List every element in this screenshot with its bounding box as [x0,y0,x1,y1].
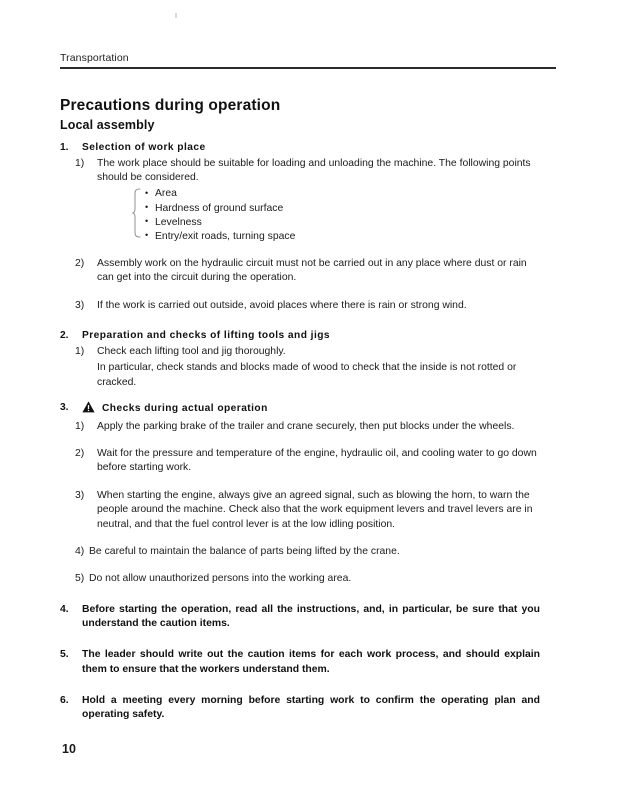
section-1 [60,141,540,313]
section-3 [60,401,540,587]
section-3-item-4-marker: 4) [75,545,85,557]
section-2-item-1-text: Check each lifting tool and jig thoroughly. [97,345,286,357]
section-1-item-3-text: If the work is carried out outside, avoid places where there is rain or strong wind. [97,299,467,311]
section-3-item-4 [60,545,540,559]
section-6-text: Hold a meeting every morning before starting work to confirm the operating plan and operating safety. [82,694,540,721]
section-6-number: 6. [60,694,69,706]
bullet-item: • Levelness [145,216,540,230]
section-1-item-2-marker: 2) [75,258,85,270]
section-3-item-3-text: When starting the engine, always give an agreed signal, such as blowing the horn, to warn the people around the machine. Check also that the work equipment levers and travel levers are in neutral, and that the fuel control lever is at the low idling position. [97,489,533,530]
section-5-text: The leader should write out the caution items for each work process, and should explain them to ensure that the workers understand them. [82,649,540,675]
section-1-item-2 [60,257,540,286]
section-1-item-3 [60,299,540,313]
section-3-number: 3. [60,401,69,413]
section-1-item-2-text: Assembly work on the hydraulic circuit must not be carried out in any place where dust or rain can get into the circuit during the operation. [97,258,527,284]
scan-artifact-speck [175,13,177,18]
bullet-item: • Entry/exit roads, turning space [145,230,540,244]
section-2-number: 2. [60,330,69,342]
page-title: Precautions during operation [60,97,281,114]
section-4-number: 4. [60,603,69,615]
bullet-item: • Area [145,187,540,201]
page-number: 10 [62,742,76,756]
curly-brace-icon [132,188,141,245]
bullet-item: • Hardness of ground surface [145,202,540,216]
section-3-item-2 [60,447,540,476]
header-rule [60,67,556,69]
section-3-item-3-marker: 3) [75,489,85,501]
section-3-item-1 [60,420,540,434]
section-2-item-1-continued [60,361,540,390]
section-3-heading-text: Checks during actual operation [102,402,268,414]
section-2 [60,329,540,390]
page-subtitle: Local assembly [60,118,155,132]
section-1-item-3-marker: 3) [75,299,85,311]
section-3-item-1-marker: 1) [75,420,85,432]
section-4-text: Before starting the operation, read all the instructions, and, in particular, be sure that you understand the caution items. [82,603,540,630]
section-1-heading [60,141,540,155]
work-place-bullet-group [145,187,540,244]
section-1-item-1-marker: 1) [75,157,85,169]
section-3-item-2-text: Wait for the pressure and temperature of the engine, hydraulic oil, and cooling water to go down before starting work. [97,448,537,474]
section-2-item-1-marker: 1) [75,345,85,357]
section-3-item-5-marker: 5) [75,573,85,585]
section-2-heading [60,329,540,343]
section-3-item-4-text: Be careful to maintain the balance of parts being lifted by the crane. [89,545,400,557]
section-3-item-5 [60,572,540,586]
section-3-item-5-text: Do not allow unauthorized persons into the working area. [89,573,352,585]
section-1-item-1-text: The work place should be suitable for loading and unloading the machine. The following points should be considered. [97,157,531,184]
section-3-item-2-marker: 2) [75,448,85,460]
running-header-title: Transportation [60,52,129,64]
section-6 [60,694,540,724]
section-1-item-1 [60,157,540,186]
section-3-heading [60,401,540,418]
section-4 [60,603,540,633]
page-header [60,52,556,69]
section-2-item-1-text2: In particular, check stands and blocks made of wood to check that the inside is not rotted or cracked. [97,362,517,388]
section-2-heading-text: Preparation and checks of lifting tools and jigs [82,330,331,342]
section-3-item-3 [60,489,540,532]
section-1-number: 1. [60,142,69,153]
section-1-heading-text: Selection of work place [82,142,206,153]
section-5 [60,648,540,678]
section-3-heading-text-wrap [82,401,540,418]
section-3-item-1-text: Apply the parking brake of the trailer and crane securely, then put blocks under the wheels. [97,420,515,432]
work-place-bullets [145,187,540,244]
body-content [60,141,540,723]
section-2-item-1 [60,345,540,359]
warning-triangle-icon [82,401,95,418]
section-5-number: 5. [60,649,69,661]
